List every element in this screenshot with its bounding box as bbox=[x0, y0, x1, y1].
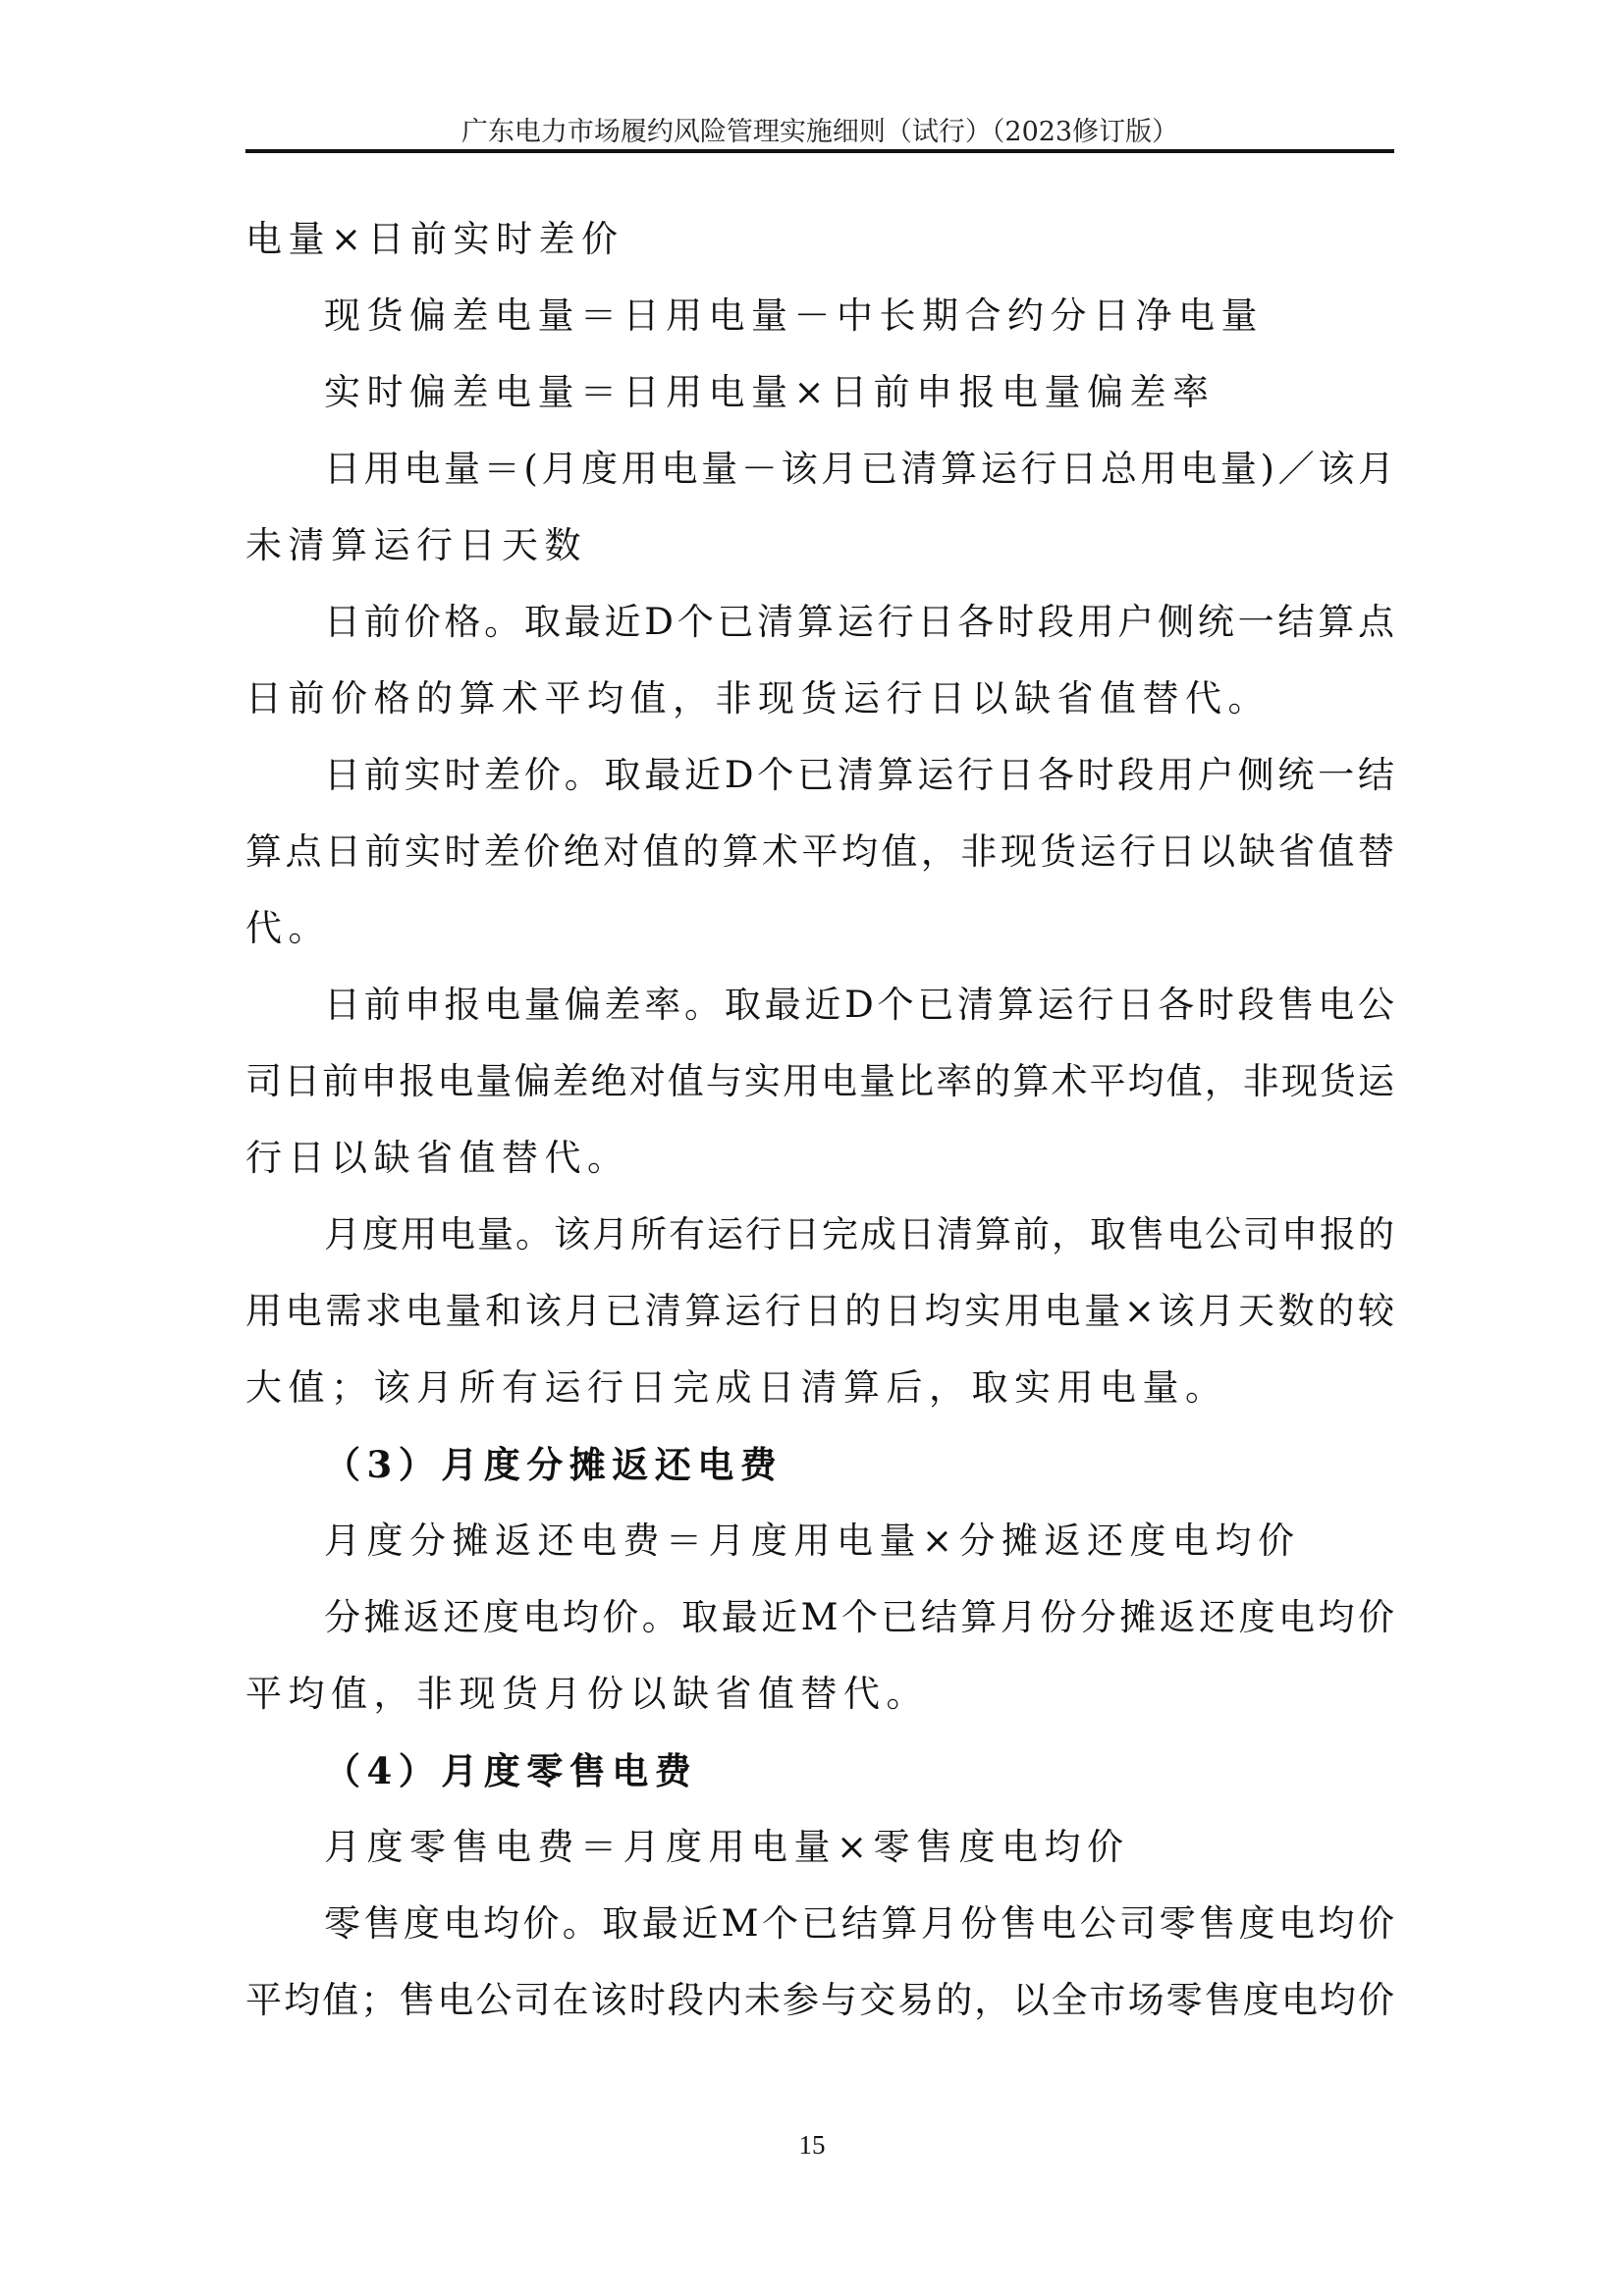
paragraph-line: 零售度电均价。取最近M个已结算月份售电公司零售度电均价 bbox=[324, 1902, 1394, 1945]
paragraph-line: 月度用电量。该月所有运行日完成日清算前，取售电公司申报的 bbox=[324, 1213, 1394, 1255]
paragraph-line: 大值；该月所有运行日完成日清算后，取实用电量。 bbox=[245, 1366, 1228, 1409]
paragraph-line: 用电需求电量和该月已清算运行日的日均实用电量×该月天数的较 bbox=[245, 1290, 1394, 1332]
paragraph-line: 日前价格。取最近D个已清算运行日各时段用户侧统一结算点 bbox=[324, 601, 1394, 643]
paragraph-line: 算点日前实时差价绝对值的算术平均值，非现货运行日以缺省值替 bbox=[245, 830, 1394, 873]
running-header-title: 广东电力市场履约风险管理实施细则（试行）（2023修订版） bbox=[460, 117, 1179, 147]
paragraph-line: 行日以缺省值替代。 bbox=[245, 1137, 630, 1179]
paragraph-line: 分摊返还度电均价。取最近M个已结算月份分摊返还度电均价 bbox=[324, 1596, 1394, 1638]
paragraph-line: 代。 bbox=[245, 907, 331, 949]
paragraph-line: 日前价格的算术平均值，非现货运行日以缺省值替代。 bbox=[245, 677, 1271, 720]
paragraph-line: 平均值，非现货月份以缺省值替代。 bbox=[245, 1673, 929, 1715]
paragraph-line: 日前申报电量偏差率。取最近D个已清算运行日各时段售电公 bbox=[324, 984, 1394, 1026]
formula-line: 月度分摊返还电费＝月度用电量×分摊返还度电均价 bbox=[324, 1520, 1301, 1562]
header-divider bbox=[245, 149, 1394, 153]
text-line: 未清算运行日天数 bbox=[245, 524, 587, 566]
formula-line: 月度零售电费＝月度用电量×零售度电均价 bbox=[324, 1826, 1130, 1868]
formula-line: 日用电量＝(月度用电量－该月已清算运行日总用电量)／该月 bbox=[324, 448, 1394, 490]
formula-line: 现货偏差电量＝日用电量－中长期合约分日净电量 bbox=[324, 294, 1264, 337]
page-number: 15 bbox=[798, 2130, 826, 2160]
paragraph-line: 日前实时差价。取最近D个已清算运行日各时段用户侧统一结 bbox=[324, 754, 1394, 796]
section-heading: （4）月度零售电费 bbox=[324, 1749, 698, 1792]
paragraph-line: 司日前申报电量偏差绝对值与实用电量比率的算术平均值，非现货运 bbox=[245, 1060, 1394, 1102]
paragraph-line: 平均值；售电公司在该时段内未参与交易的，以全市场零售度电均价 bbox=[245, 1979, 1394, 2021]
text-line: 电量×日前实时差价 bbox=[245, 218, 624, 260]
formula-line: 实时偏差电量＝日用电量×日前申报电量偏差率 bbox=[324, 371, 1216, 413]
section-heading: （3）月度分摊返还电费 bbox=[324, 1443, 784, 1486]
